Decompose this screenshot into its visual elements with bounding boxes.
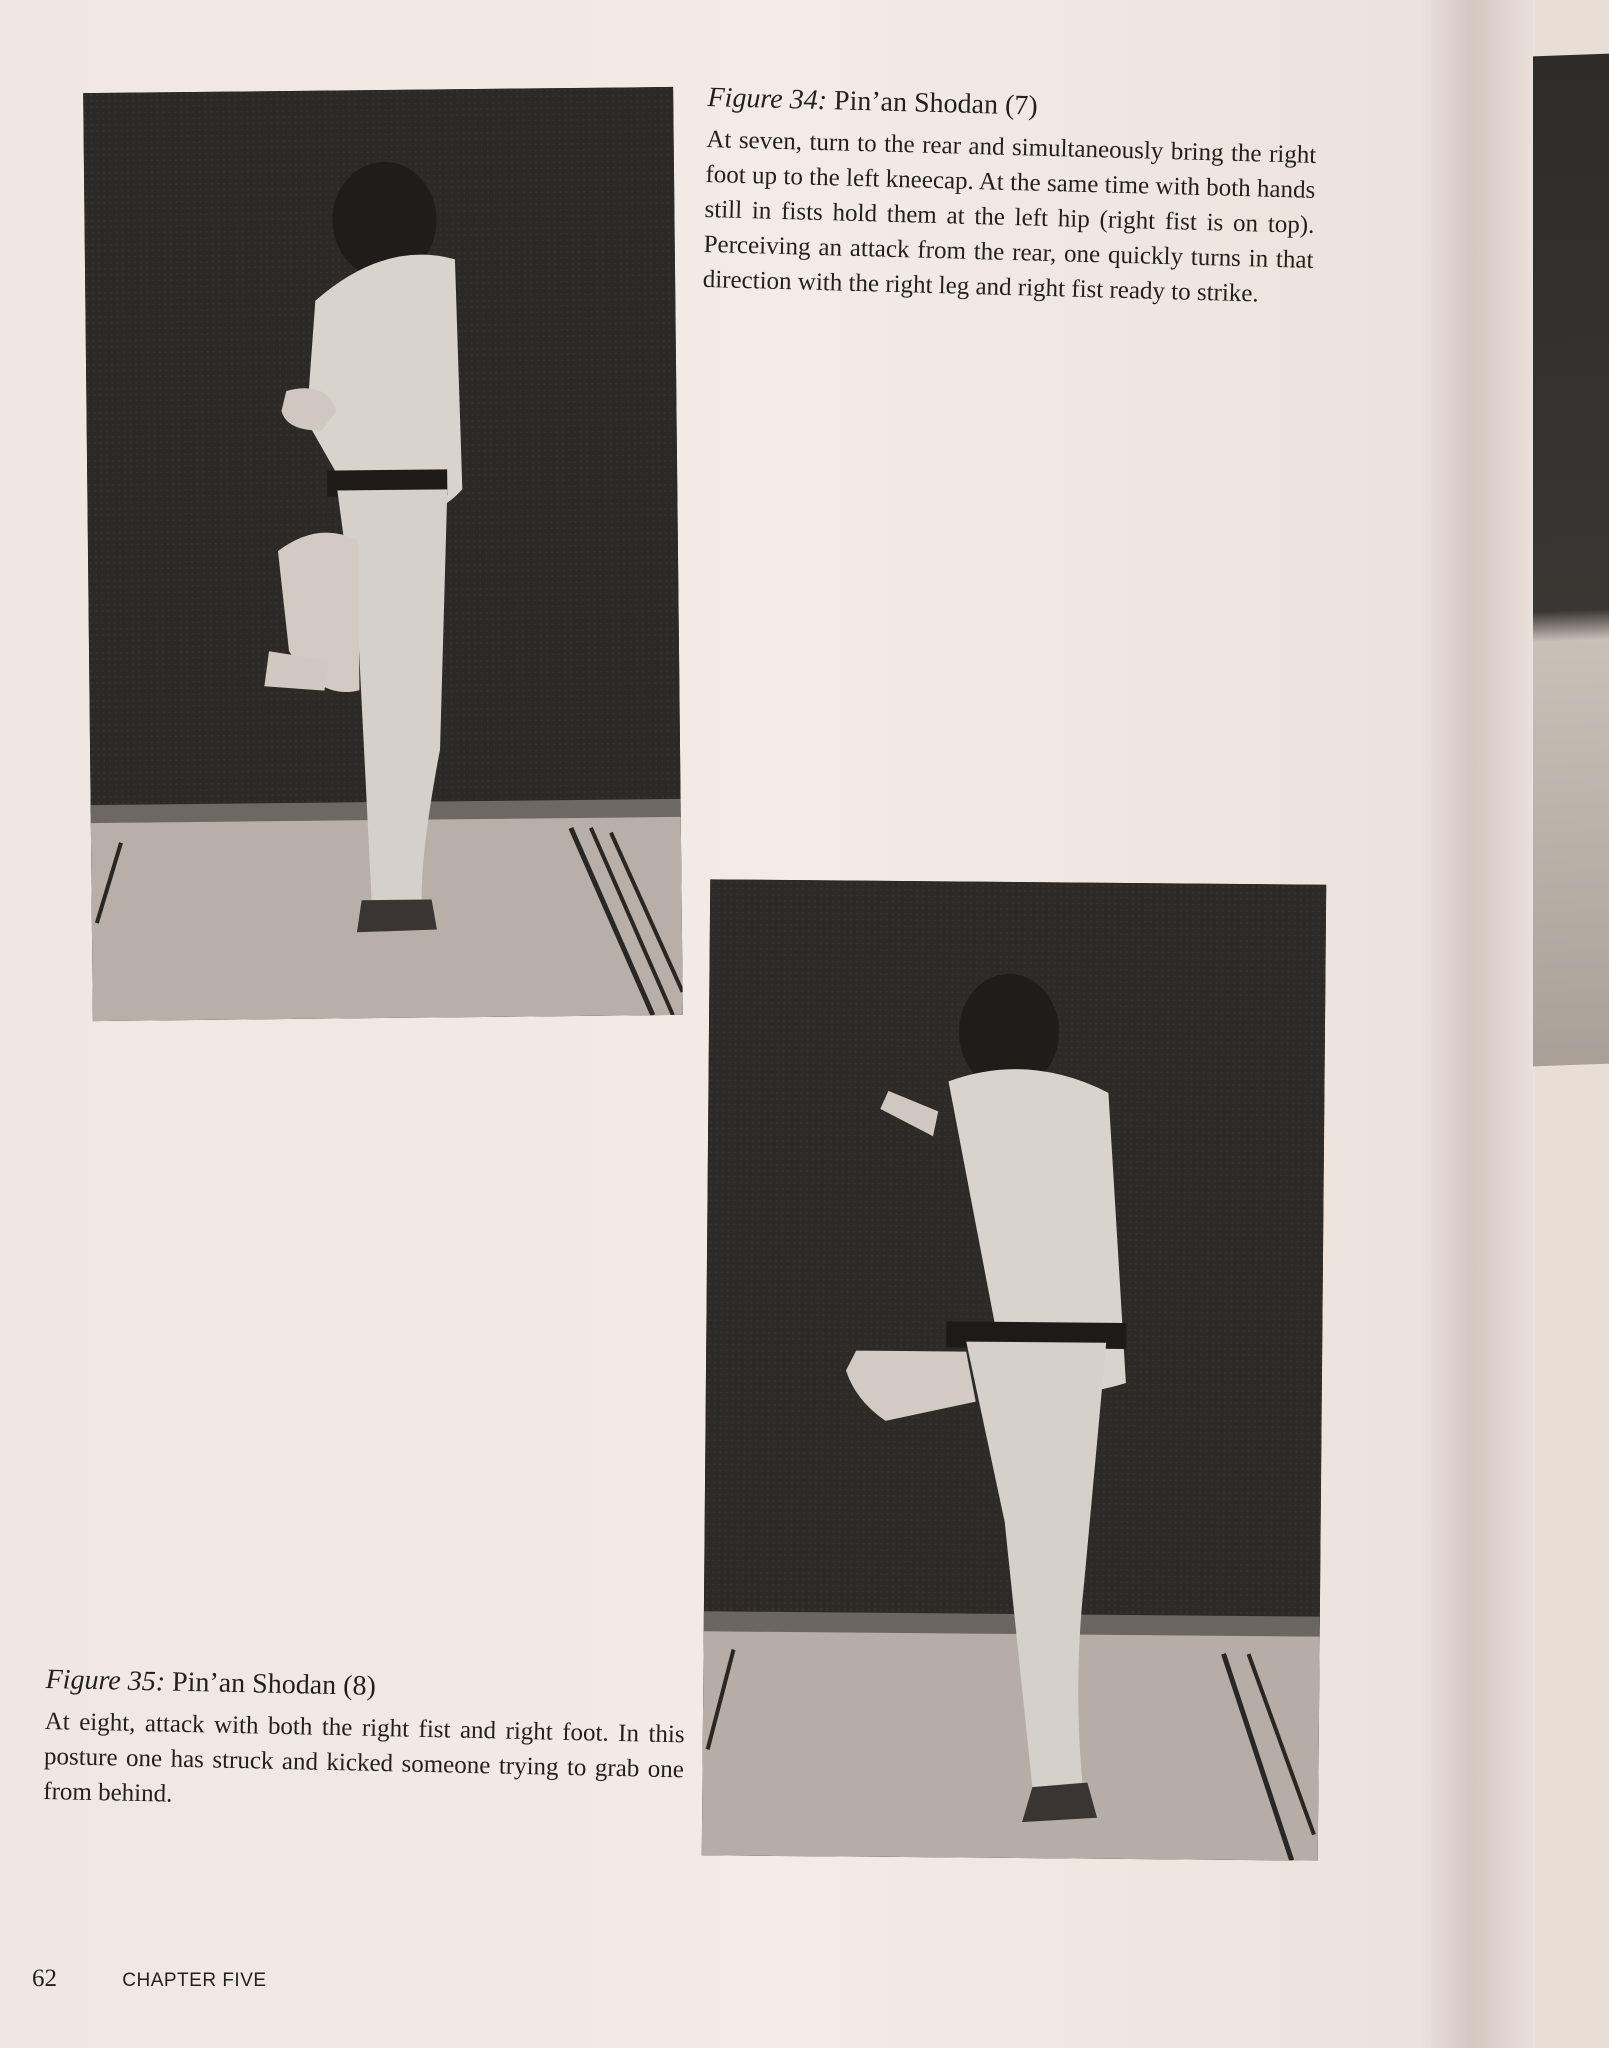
figure-35-photo: [702, 879, 1326, 1860]
running-chapter-title: CHAPTER FIVE: [122, 1970, 267, 1991]
page-number: 62: [32, 1965, 57, 1992]
figure-34-description: At seven, turn to the rear and simultaneously bring the right foot up to the left kneecap. At the same time with both hands still in fists hold them at the left hip (right fist is on top). Perceiving an attack from the rear, one quickly turns in that direction with the right leg and right fist ready to strike.: [702, 125, 1317, 308]
figure-34-caption: [702, 80, 1317, 313]
figure-35-name: Pin’an Shodan (8): [171, 1666, 377, 1702]
page-footer: [32, 1964, 267, 1996]
figure-35-label: Figure 35:: [45, 1663, 166, 1698]
facing-page-photo-edge: [1533, 54, 1609, 1067]
figure-35-description: At eight, attack with both the right fist and right foot. In this posture one has struck and kicked someone trying to grab one from behind.: [43, 1707, 685, 1808]
book-gutter-shadow: [1420, 0, 1540, 2048]
figure-34-photo: [83, 87, 683, 1021]
figure-34-label: Figure 34:: [707, 81, 828, 117]
figure-35-caption: [43, 1662, 686, 1822]
figure-34-name: Pin’an Shodan (7): [833, 85, 1039, 122]
